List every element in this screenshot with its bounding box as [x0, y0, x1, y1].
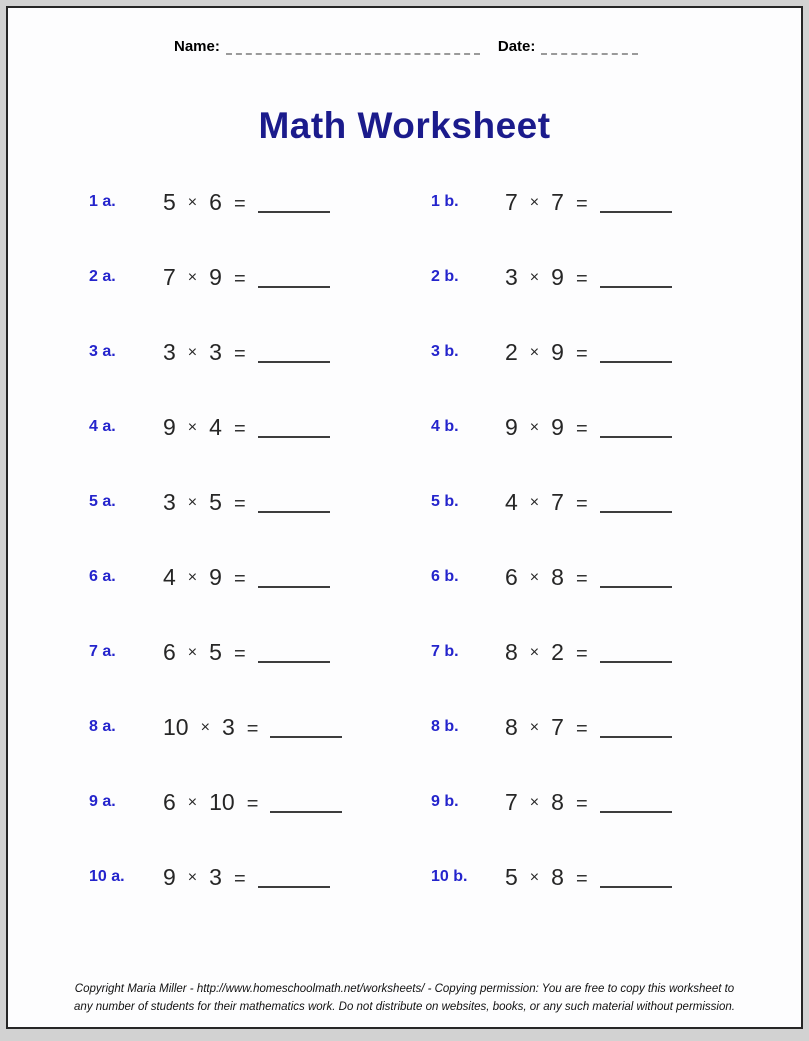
equals-sign: =: [575, 717, 588, 740]
equals-sign: =: [233, 192, 246, 215]
multiply-icon: ×: [529, 268, 540, 286]
problem-cell-b: [431, 864, 801, 891]
problem-number-label: 1 b.: [431, 193, 459, 211]
equals-sign: =: [575, 642, 588, 665]
multiply-icon: ×: [187, 418, 198, 436]
factor-2: 3: [221, 713, 235, 740]
multiplication-expression: [505, 489, 672, 516]
equals-sign: =: [233, 867, 246, 890]
equals-sign: =: [575, 417, 588, 440]
problem-cell-b: [431, 189, 801, 216]
copyright-text: Copyright Maria Miller - http://www.homeschoolmath.net/worksheets/ - Copying permission: You are free to copy this worksheet to any number of students for their mathematics work. Do not distribute on websites, books, or any such material without permission.: [74, 983, 735, 1014]
factor-2: 2: [551, 638, 564, 665]
problem-number-label: 4 b.: [431, 418, 459, 436]
factor-1: 7: [505, 188, 518, 215]
problem-cell-b: [431, 564, 801, 591]
problem-row: [8, 840, 801, 915]
multiply-icon: ×: [187, 643, 198, 661]
answer-blank: [600, 343, 672, 363]
problem-number-label: 4 a.: [89, 418, 116, 436]
multiplication-expression: [163, 264, 330, 291]
problem-cell-a: [89, 639, 431, 666]
answer-blank: [258, 193, 330, 213]
multiply-icon: ×: [529, 718, 540, 736]
multiply-icon: ×: [529, 418, 540, 436]
multiply-icon: ×: [187, 868, 198, 886]
problem-cell-b: [431, 489, 801, 516]
factor-1: 10: [163, 713, 189, 740]
factor-2: 4: [209, 413, 222, 440]
multiplication-expression: [505, 564, 672, 591]
answer-blank: [600, 793, 672, 813]
answer-blank: [600, 868, 672, 888]
date-label: Date:: [497, 38, 536, 55]
factor-1: 9: [505, 413, 518, 440]
name-blank-line: [226, 38, 480, 55]
multiplication-expression: [163, 789, 342, 816]
problem-cell-a: [89, 414, 431, 441]
problem-number-label: 7 a.: [89, 643, 116, 661]
answer-blank: [600, 718, 672, 738]
page-title: Math Worksheet: [258, 105, 551, 146]
problem-cell-a: [89, 489, 431, 516]
multiply-icon: ×: [200, 718, 210, 736]
factor-2: 8: [551, 788, 564, 815]
answer-blank: [270, 793, 342, 813]
multiply-icon: ×: [529, 193, 540, 211]
answer-blank: [258, 418, 330, 438]
problem-cell-a: [89, 339, 431, 366]
multiplication-expression: [163, 864, 330, 891]
date-blank-line: [541, 38, 638, 55]
multiplication-expression: [505, 189, 672, 216]
problem-number-label: 6 a.: [89, 568, 116, 586]
factor-2: 9: [551, 338, 564, 365]
factor-1: 8: [505, 638, 518, 665]
name-date-header: [8, 8, 801, 55]
factor-2: 10: [209, 788, 235, 815]
problem-cell-a: [89, 189, 431, 216]
answer-blank: [258, 568, 330, 588]
multiplication-expression: [163, 489, 330, 516]
problem-number-label: 3 b.: [431, 343, 459, 361]
equals-sign: =: [233, 267, 246, 290]
multiplication-expression: [163, 564, 330, 591]
factor-2: 3: [209, 338, 222, 365]
factor-1: 6: [163, 638, 176, 665]
problem-row: [8, 390, 801, 465]
equals-sign: =: [233, 567, 246, 590]
multiply-icon: ×: [187, 568, 198, 586]
equals-sign: =: [575, 867, 588, 890]
problem-row: [8, 615, 801, 690]
multiplication-expression: [505, 714, 672, 741]
equals-sign: =: [575, 792, 588, 815]
equals-sign: =: [246, 717, 259, 740]
worksheet-page: [6, 6, 803, 1029]
problem-number-label: 10 b.: [431, 868, 468, 886]
answer-blank: [258, 268, 330, 288]
factor-2: 7: [551, 488, 564, 515]
factor-1: 4: [163, 563, 176, 590]
problems-grid: [8, 165, 801, 915]
factor-2: 9: [209, 563, 222, 590]
factor-2: 6: [209, 188, 222, 215]
factor-2: 9: [209, 263, 222, 290]
factor-1: 3: [505, 263, 518, 290]
problem-cell-b: [431, 789, 801, 816]
problem-number-label: 5 b.: [431, 493, 459, 511]
problem-cell-a: [89, 864, 431, 891]
factor-1: 7: [163, 263, 176, 290]
factor-2: 7: [551, 713, 564, 740]
equals-sign: =: [233, 642, 246, 665]
multiply-icon: ×: [187, 493, 198, 511]
answer-blank: [258, 343, 330, 363]
equals-sign: =: [575, 267, 588, 290]
multiply-icon: ×: [529, 568, 540, 586]
problem-row: [8, 765, 801, 840]
answer-blank: [258, 643, 330, 663]
answer-blank: [258, 493, 330, 513]
factor-1: 7: [505, 788, 518, 815]
answer-blank: [600, 643, 672, 663]
problem-cell-a: [89, 264, 431, 291]
factor-2: 5: [209, 488, 222, 515]
factor-2: 7: [551, 188, 564, 215]
problem-row: [8, 165, 801, 240]
problem-number-label: 8 a.: [89, 718, 116, 736]
problem-cell-b: [431, 339, 801, 366]
factor-2: 9: [551, 413, 564, 440]
problem-number-label: 2 a.: [89, 268, 116, 286]
problem-number-label: 7 b.: [431, 643, 459, 661]
multiply-icon: ×: [187, 268, 198, 286]
factor-1: 9: [163, 863, 176, 890]
answer-blank: [270, 718, 342, 738]
multiplication-expression: [505, 639, 672, 666]
multiplication-expression: [505, 339, 672, 366]
problem-number-label: 8 b.: [431, 718, 459, 736]
equals-sign: =: [575, 192, 588, 215]
multiply-icon: ×: [529, 343, 540, 361]
multiplication-expression: [505, 864, 672, 891]
equals-sign: =: [246, 792, 259, 815]
multiply-icon: ×: [529, 868, 540, 886]
multiplication-expression: [505, 264, 672, 291]
multiplication-expression: [163, 639, 330, 666]
equals-sign: =: [575, 492, 588, 515]
factor-1: 5: [163, 188, 176, 215]
multiplication-expression: [163, 189, 330, 216]
problem-cell-a: [89, 564, 431, 591]
multiply-icon: ×: [529, 793, 540, 811]
problem-cell-b: [431, 264, 801, 291]
factor-1: 5: [505, 863, 518, 890]
problem-row: [8, 690, 801, 765]
problem-cell-a: [89, 714, 431, 741]
multiplication-expression: [505, 789, 672, 816]
multiplication-expression: [163, 339, 330, 366]
problem-cell-a: [89, 789, 431, 816]
problem-number-label: 5 a.: [89, 493, 116, 511]
problem-row: [8, 540, 801, 615]
multiply-icon: ×: [187, 793, 198, 811]
factor-2: 9: [551, 263, 564, 290]
problem-number-label: 10 a.: [89, 868, 125, 886]
multiplication-expression: [163, 414, 330, 441]
equals-sign: =: [233, 417, 246, 440]
answer-blank: [600, 418, 672, 438]
answer-blank: [600, 268, 672, 288]
problem-number-label: 2 b.: [431, 268, 459, 286]
problem-cell-b: [431, 639, 801, 666]
equals-sign: =: [575, 567, 588, 590]
multiplication-expression: [505, 414, 672, 441]
factor-1: 2: [505, 338, 518, 365]
multiply-icon: ×: [529, 493, 540, 511]
problem-row: [8, 240, 801, 315]
problem-number-label: 9 a.: [89, 793, 116, 811]
multiply-icon: ×: [529, 643, 540, 661]
problem-number-label: 3 a.: [89, 343, 116, 361]
answer-blank: [258, 868, 330, 888]
factor-1: 6: [505, 563, 518, 590]
factor-1: 8: [505, 713, 518, 740]
problem-number-label: 6 b.: [431, 568, 459, 586]
problem-row: [8, 465, 801, 540]
factor-1: 9: [163, 413, 176, 440]
problem-cell-b: [431, 414, 801, 441]
name-label: Name:: [174, 38, 220, 55]
multiply-icon: ×: [187, 343, 198, 361]
factor-2: 5: [209, 638, 222, 665]
equals-sign: =: [233, 492, 246, 515]
factor-1: 6: [163, 788, 176, 815]
problem-number-label: 9 b.: [431, 793, 459, 811]
problem-cell-b: [431, 714, 801, 741]
equals-sign: =: [575, 342, 588, 365]
answer-blank: [600, 193, 672, 213]
multiply-icon: ×: [187, 193, 198, 211]
factor-2: 8: [551, 863, 564, 890]
factor-1: 3: [163, 488, 176, 515]
factor-2: 8: [551, 563, 564, 590]
equals-sign: =: [233, 342, 246, 365]
multiplication-expression: [163, 714, 342, 741]
answer-blank: [600, 493, 672, 513]
answer-blank: [600, 568, 672, 588]
problem-row: [8, 315, 801, 390]
factor-2: 3: [209, 863, 222, 890]
factor-1: 3: [163, 338, 176, 365]
copyright-footer: [8, 981, 801, 1017]
factor-1: 4: [505, 488, 518, 515]
problem-number-label: 1 a.: [89, 193, 116, 211]
